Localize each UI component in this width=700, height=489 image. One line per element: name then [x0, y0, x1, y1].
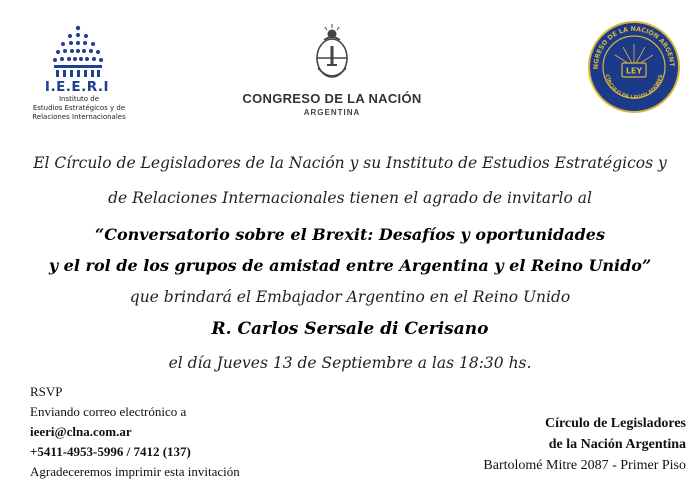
circulo-legisladores-seal — [587, 20, 681, 114]
invitation-line-1: El Círculo de Legisladores de la Nación y su Instituto de Estudios Estratégicos y — [33, 154, 667, 172]
event-date: el día Jueves 13 de Septiembre a las 18:30 hs. — [168, 354, 532, 372]
invitation-line-2: de Relaciones Internacionales tienen el agrado de invitarlo al — [108, 189, 592, 207]
speaker-name: R. Carlos Sersale di Cerisano — [211, 319, 489, 339]
dome-icon — [18, 22, 138, 82]
seal-inner-text: CÍRCULO DE LEGISLADORES — [603, 74, 665, 102]
invitation-line-5: que brindará el Embajador Argentino en el Reino Unido — [129, 288, 571, 306]
address-org-line-2: de la Nación Argentina — [548, 437, 686, 452]
address-org-line-1: Círculo de Legisladores — [544, 416, 686, 431]
rsvp-email[interactable]: ieeri@clna.com.ar — [30, 424, 132, 439]
rsvp-phone: +5411-4953-5996 / 7412 (137) — [30, 444, 191, 459]
congreso-logo — [232, 20, 432, 120]
seal-center-text: LEY — [625, 66, 643, 76]
ieeri-acronym: I.E.E.R.I — [44, 79, 110, 95]
congreso-subtitle: ARGENTINA — [303, 108, 361, 117]
ieeri-fullname: Instituto de Estudios Estratégicos y de Relaciones Internacionales — [32, 95, 126, 121]
rsvp-label: RSVP — [30, 384, 63, 399]
rsvp-block — [30, 382, 330, 482]
rsvp-instruction: Enviando correo electrónico a — [30, 404, 187, 419]
ieeri-logo — [18, 22, 138, 122]
event-title-line-1: “Conversatorio sobre el Brexit: Desafíos y oportunidades — [95, 225, 605, 244]
coat-of-arms-icon — [232, 20, 432, 88]
seal-ring-text: NGRESO DE LA NACIÓN ARGENT — [591, 24, 677, 70]
congreso-title: CONGRESO DE LA NACIÓN — [242, 91, 422, 106]
address-block — [430, 413, 686, 476]
event-title-line-2: y el rol de los grupos de amistad entre Argentina y el Reino Unido” — [48, 256, 652, 275]
rsvp-note: Agradeceremos imprimir esta invitación — [30, 464, 240, 479]
address-street: Bartolomé Mitre 2087 - Primer Piso — [483, 458, 686, 473]
